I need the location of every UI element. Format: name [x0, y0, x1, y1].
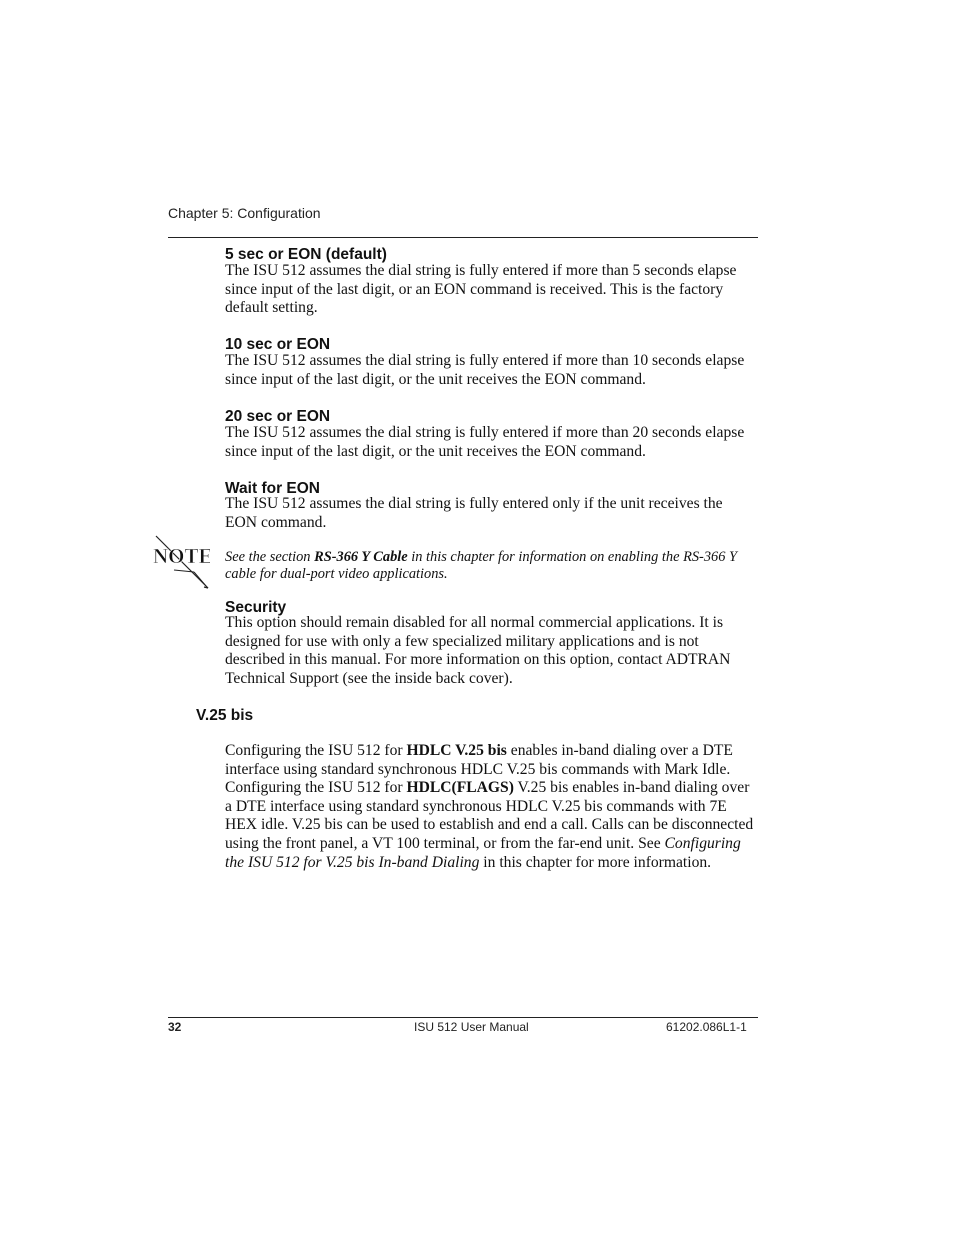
body-v25-bis: Configuring the ISU 512 for HDLC V.25 bis enables in-band dialing over a DTE interface using standard synchronous HDLC V.25 bis commands with Mark Idle. Configuring the ISU 512 for HDLC(FLAGS) V.25 bis enables in-band dialing over a DTE interface using standard synchronous HDLC V.25 bis commands with 7E HEX idle. V.25 bis can be used to establish and end a call. Calls can be disconnected using the front panel, a VT 100 terminal, or from the far-end unit. See Configuring the ISU 512 for V.25 bis In-band Dialing in this chapter for more information.	[225, 742, 754, 871]
header-rule	[168, 237, 758, 238]
body-20-sec: The ISU 512 assumes the dial string is fully entered if more than 20 seconds elapse since input of the last digit, or the unit receives the EON command.	[225, 424, 745, 460]
heading-10-sec: 10 sec or EON	[225, 336, 331, 353]
body-10-sec: The ISU 512 assumes the dial string is fully entered if more than 10 seconds elapse since input of the last digit, or the unit receives the EON command.	[225, 352, 745, 388]
page-number: 32	[168, 1020, 182, 1034]
heading-wait-for-eon: Wait for EON	[225, 480, 321, 497]
body-5-sec: The ISU 512 assumes the dial string is fully entered if more than 5 seconds elapse since input of the last digit, or an EON command is received. This is the factory default setting.	[225, 262, 737, 317]
heading-v25-bis: V.25 bis	[196, 707, 254, 724]
body-wait-for-eon: The ISU 512 assumes the dial string is fully entered only if the unit receives the EON command.	[225, 495, 723, 531]
body-security: This option should remain disabled for all normal commercial applications. It is designed for use with only a few specialized military applications and is not described in this manual. For more information on this option, contact ADTRAN Technical Support (see the inside back cover).	[225, 614, 731, 687]
chapter-header: Chapter 5: Configuration	[168, 205, 321, 221]
heading-20-sec: 20 sec or EON	[225, 408, 331, 425]
svg-text:NOTE: NOTE	[153, 544, 210, 568]
heading-5-sec: 5 sec or EON (default)	[225, 246, 387, 263]
document-number: 61202.086L1-1	[666, 1020, 747, 1034]
note-icon	[150, 532, 210, 590]
footer-rule	[168, 1017, 758, 1018]
note-reference: RS-366 Y Cable	[314, 549, 408, 565]
manual-title: ISU 512 User Manual	[414, 1020, 529, 1034]
heading-security: Security	[225, 599, 287, 616]
note-text: See the section RS-366 Y Cable in this chapter for information on enabling the RS-366 Y cable for dual-port video applications.	[225, 549, 738, 582]
